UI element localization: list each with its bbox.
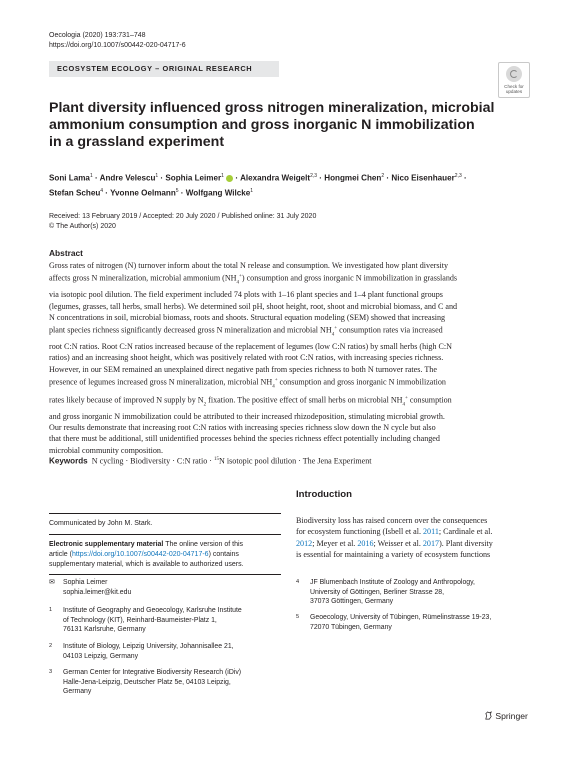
abstract-line: via isotopic pool dilution. The field experiment included 74 plots with 1–16 plant species and 1–4 plant functional groups xyxy=(49,290,443,300)
check-updates-label xyxy=(499,84,529,94)
journal-citation: Oecologia (2020) 193:731–748 xyxy=(49,32,146,39)
footnote-line: University of Göttingen, Berliner Strasse 28, xyxy=(310,588,445,596)
text-run: The online version of this xyxy=(163,541,244,548)
copyright: © The Author(s) 2020 xyxy=(49,223,116,230)
envelope-icon: ✉ xyxy=(49,579,55,586)
citation-link[interactable]: 2016 xyxy=(357,538,374,548)
footnote-mark: 1 xyxy=(49,607,53,613)
text-run: ) contains xyxy=(208,551,239,558)
text-run: for ecosystem functioning (Isbell et al. xyxy=(296,527,423,537)
author-line-1 xyxy=(49,170,529,185)
footnote-line: of Technology (KIT), Reinhard-Baumeister-Platz 1, xyxy=(63,616,217,624)
intro-line xyxy=(296,526,528,537)
date-history: Received: 13 February 2019 / Accepted: 20 July 2020 / Published online: 31 July 2020 xyxy=(49,213,317,220)
superscript: + xyxy=(239,274,242,280)
text-run: consumption rates via increased xyxy=(337,326,443,336)
abstract-line: that there must be additional, still unidentified processes behind the species richness effect potentially including changed xyxy=(49,434,440,444)
footnote-line: 76131 Karlsruhe, Germany xyxy=(63,626,146,634)
superscript: + xyxy=(274,378,278,384)
abstract-line: microbial community composition. xyxy=(49,445,163,455)
subscript: 4 xyxy=(402,402,406,408)
text-run: ; Meyer et al. xyxy=(312,538,358,548)
text-run: ; Weisser et al. xyxy=(373,538,423,548)
abstract-line xyxy=(49,375,527,393)
author-list xyxy=(49,170,529,199)
text-run: ; Cardinale et al. xyxy=(438,527,493,537)
esm-line xyxy=(49,550,281,560)
abstract-heading: Abstract xyxy=(49,248,83,258)
subscript: 4 xyxy=(236,280,240,286)
abstract-line: and gross inorganic N immobilization could be attributed to their increased rhizodeposition, stimulating microbial growth. xyxy=(49,411,445,421)
abstract-body xyxy=(49,260,527,456)
text-run: plant species richness significantly decreased gross N mineralization and microbial NH xyxy=(49,326,332,336)
affiliation-mark: 4 xyxy=(100,187,104,194)
author-separator: · Wolfgang Wilcke xyxy=(178,188,251,198)
affiliation-mark: 5 xyxy=(175,187,179,194)
subscript: 4 xyxy=(331,332,335,338)
abstract-line xyxy=(49,271,527,289)
footnote-line: Halle-Jena-Leipzig, Deutscher Platz 5e, 04103 Leipzig, xyxy=(63,678,231,686)
affiliation-mark: 1 xyxy=(250,187,254,194)
esm-line xyxy=(49,540,281,550)
text-run: rates likely because of improved N supply by N xyxy=(49,395,204,405)
title-line: ammonium consumption and gross inorganic N immobilization xyxy=(49,116,475,133)
introduction-heading: Introduction xyxy=(296,489,352,500)
text-run: fixation. The positive effect of small herbs on microbial NH xyxy=(206,395,403,405)
text-run: article ( xyxy=(49,551,72,558)
superscript: + xyxy=(334,326,338,332)
footnote-mark: 2 xyxy=(49,643,53,649)
esm-line: supplementary material, which is available to authorized users. xyxy=(49,561,244,568)
text-run: ). Plant diversity xyxy=(439,538,493,548)
superscript: 15 xyxy=(214,457,220,462)
doi-link[interactable]: https://doi.org/10.1007/s00442-020-04717-6 xyxy=(49,42,186,49)
author-name[interactable]: Soni Lama xyxy=(49,173,90,183)
footnote-mark: 5 xyxy=(296,614,300,620)
author-separator: · Nico Eisenhauer xyxy=(384,173,455,183)
affiliation-mark: 1 xyxy=(155,173,159,179)
footnote-line: German Center for Integrative Biodiversity Research (iDiv) xyxy=(63,669,242,676)
corresponding-author: Sophia Leimer xyxy=(63,579,108,586)
springer-horse-icon xyxy=(484,711,493,720)
subscript: 2 xyxy=(203,402,207,408)
section-banner xyxy=(49,61,279,77)
footnote-line: 04103 Leipzig, Germany xyxy=(63,652,139,660)
footnote-line: 37073 Göttingen, Germany xyxy=(310,598,394,606)
publisher-logo[interactable] xyxy=(484,711,528,721)
publication-dates xyxy=(49,212,316,232)
footnote-line: Geoecology, University of Tübingen, Rümelinstrasse 19-23, xyxy=(310,614,492,621)
abstract-line xyxy=(49,323,527,341)
footnote-line: 72070 Tübingen, Germany xyxy=(310,623,392,631)
abstract-line: Gross rates of nitrogen (N) turnover inform about the total N release and consumption. We investigated how plant diversity xyxy=(49,261,449,270)
author-separator: · Yvonne Oelmann xyxy=(103,188,176,198)
footnote-text xyxy=(63,578,131,597)
abstract-line: However, in our SEM remained an unexplained direct negative path from species richness to both N turnover rates. The xyxy=(49,364,437,374)
keywords-list: N isotopic pool dilution · The Jena Experiment xyxy=(219,456,372,466)
footnote-text xyxy=(310,613,491,632)
footnote-line: JF Blumenbach Institute of Zoology and Anthropology, xyxy=(310,579,475,586)
abstract-line: Our results demonstrate that increasing root C:N ratios with increasing species richness slow down the N cycle but also xyxy=(49,423,436,433)
abstract-line: (legumes, grasses, tall herbs, small herbs). We determined soil pH, shoot height, root, shoot and microbial biomass, and C and xyxy=(49,301,458,311)
text-run: ) consumption and gross inorganic N immobilization in grasslands xyxy=(241,274,458,284)
journal-header xyxy=(49,31,186,51)
divider xyxy=(49,534,281,535)
author-separator: · Andre Velescu xyxy=(92,173,156,183)
abstract-line: N concentrations in soil, microbial biomass, roots and shoots. Structural equation modeling (SEM) showed that increasing xyxy=(49,312,446,322)
abstract-line: root C:N ratios. Root C:N ratios increased because of the replacement of legumes (low C:N ratios) by small herbs (high C:N xyxy=(49,342,453,352)
footnote-mark: 3 xyxy=(49,669,53,675)
divider xyxy=(49,513,281,514)
communicated-by: Communicated by John M. Stark. xyxy=(49,520,153,527)
supplementary-note xyxy=(49,540,281,570)
author-separator: · Alexandra Weigelt xyxy=(233,173,311,183)
text-run: presence of legumes increased gross N mineralization, microbial NH xyxy=(49,377,273,387)
esm-link[interactable]: https://doi.org/10.1007/s00442-020-04717-6 xyxy=(71,551,209,558)
article-title xyxy=(49,100,529,150)
text-run: consumption and gross inorganic N immobilization xyxy=(277,377,446,387)
keywords xyxy=(49,454,527,467)
title-line: Plant diversity influenced gross nitrogen mineralization, microbial xyxy=(49,100,495,116)
affiliation-mark: 2,3 xyxy=(454,173,462,179)
abstract-line: ratios) and an increasing shoot height, which was positively related with root C:N ratios, with increasing species richness. xyxy=(49,353,444,363)
author-separator: · Sophia Leimer xyxy=(158,173,222,183)
footnote-line: Germany xyxy=(63,688,92,696)
abstract-line xyxy=(49,393,527,411)
affiliation-mark: 2 xyxy=(381,173,385,179)
refresh-icon xyxy=(506,66,522,82)
keywords-list: N cycling · Biodiversity · C:N ratio · xyxy=(87,456,215,466)
esm-label: Electronic supplementary material xyxy=(49,541,164,548)
citation-link[interactable]: 2017 xyxy=(422,538,440,548)
keywords-label: Keywords xyxy=(49,456,88,466)
superscript: + xyxy=(405,395,408,401)
text-run: affects gross N mineralization, microbial ammonium (NH xyxy=(49,274,237,284)
footnote-text xyxy=(310,578,475,607)
footnote-mark: 4 xyxy=(296,579,300,585)
author-separator: · xyxy=(461,173,467,183)
intro-line: is essential for maintaining a variety of ecosystem functions xyxy=(296,550,491,560)
subscript: 4 xyxy=(272,384,275,390)
author-line-2 xyxy=(49,185,529,200)
text-run: consumption xyxy=(407,395,452,405)
citation-link[interactable]: 2012 xyxy=(296,538,313,548)
publisher-name: Springer xyxy=(495,711,528,721)
section-label: ECOSYSTEM ECOLOGY – ORIGINAL RESEARCH xyxy=(57,64,253,73)
footnote-line: Institute of Geography and Geoecology, Karlsruhe Institute xyxy=(63,607,242,614)
intro-line: Biodiversity loss has raised concern over the consequences xyxy=(296,516,488,525)
intro-line xyxy=(296,538,528,549)
title-line: in a grassland experiment xyxy=(49,133,225,150)
check-updates-line2: updates xyxy=(505,89,523,94)
affiliation-mark: 1 xyxy=(221,173,224,179)
divider xyxy=(49,574,281,575)
author-separator: · Hongmei Chen xyxy=(317,173,382,183)
affiliation-mark: 1 xyxy=(89,173,93,179)
citation-link[interactable]: 2011 xyxy=(423,527,439,537)
footnote-text xyxy=(63,668,241,697)
check-for-updates-badge[interactable] xyxy=(498,62,530,98)
footnote-text xyxy=(63,642,234,661)
footnote-text xyxy=(63,606,242,635)
footnote-line: Institute of Biology, Leipzig University, Johannisallee 21, xyxy=(63,643,234,650)
affiliation-mark: 2,3 xyxy=(310,173,318,179)
author-name[interactable]: Stefan Scheu xyxy=(49,188,101,198)
email-link[interactable]: sophia.leimer@kit.edu xyxy=(63,588,132,596)
introduction-body xyxy=(296,515,528,561)
check-updates-line1: Check for xyxy=(504,84,524,89)
